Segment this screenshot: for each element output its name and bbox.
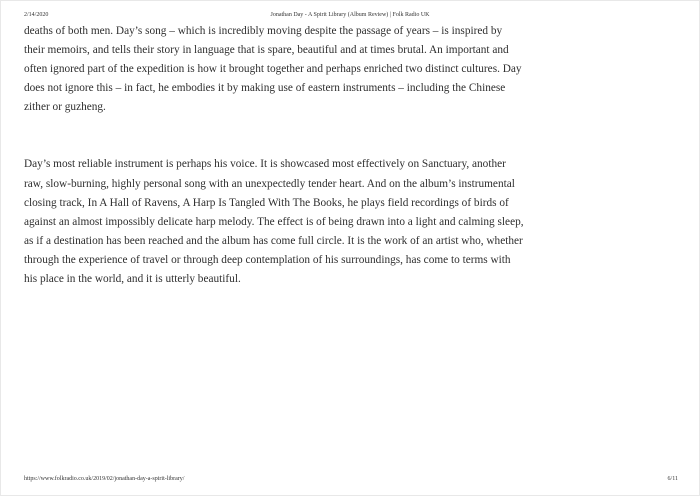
article-body (24, 22, 524, 289)
article-paragraph: Day’s most reliable instrument is perhaps his voice. It is showcased most effectively on Sanctuary, another raw, slow-burning, highly personal song with an unexpectedly tender heart. And on the album’s instrumental closing track, In A Hall of Ravens, A Harp Is Tangled With The Books, he plays field recordings of birds of against an almost impossibly delicate harp melody. The effect is of being drawn into a light and calming sleep, as if a destination has been reached and the album has come full circle. It is the work of an artist who, whether through the experience of travel or through deep contemplation of his surroundings, has come to terms with his place in the world, and it is utterly beautiful. (24, 158, 524, 286)
print-date: 2/14/2020 (24, 12, 49, 18)
paragraph-spacer (24, 117, 524, 155)
print-source-url: https://www.folkradio.co.uk/2019/02/jonathan-day-a-spirit-library/ (24, 476, 185, 482)
article-paragraph: deaths of both men. Day’s song – which is incredibly moving despite the passage of years – is inspired by their memoirs, and tells their story in language that is spare, beautiful and at times brutal. An important and often ignored part of the expedition is how it brought together and perhaps enriched two distinct cultures. Day does not ignore this – in fact, he embodies it by making use of eastern instruments – including the Chinese zither or guzheng. (24, 25, 522, 114)
page-number: 6/11 (667, 476, 678, 482)
print-page-title: Jonathan Day - A Spirit Library (Album Review) | Folk Radio UK (270, 12, 430, 18)
